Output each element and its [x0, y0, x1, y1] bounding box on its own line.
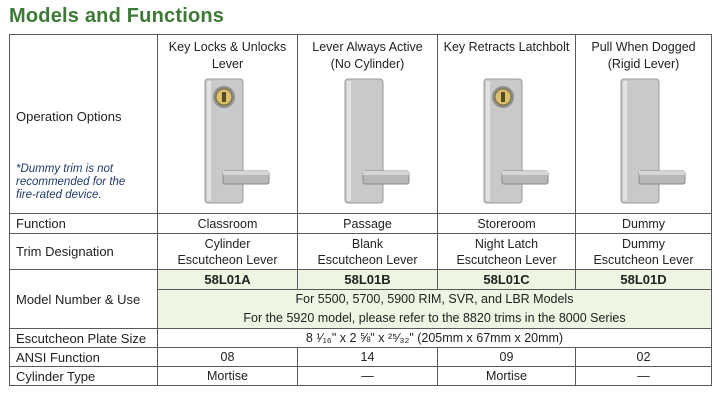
model-number-label: Model Number & Use [10, 270, 158, 329]
cylinder-lever-trim-image [462, 77, 552, 209]
plate-size-label: Escutcheon Plate Size [10, 329, 158, 348]
trim-designation-value: Dummy Escutcheon Lever [576, 234, 712, 270]
cylinder-type-value: — [298, 367, 438, 386]
ansi-function-row [10, 348, 712, 367]
option-heading: Pull When Dogged (Rigid Lever) [591, 40, 696, 71]
cylinder-type-value: Mortise [438, 367, 576, 386]
cylinder-type-value: Mortise [158, 367, 298, 386]
trim-designation-value: Night Latch Escutcheon Lever [438, 234, 576, 270]
ansi-function-value: 08 [158, 348, 298, 367]
blank-lever-trim-image [323, 77, 413, 209]
model-use-text: For 5500, 5700, 5900 RIM, SVR, and LBR Models For the 5920 model, please refer to the 8820 trims in the 8000 Series [158, 290, 712, 329]
dummy-trim-note: *Dummy trim is not recommended for the fire-rated device. [16, 163, 126, 201]
plate-size-row [10, 329, 712, 348]
option-column-2 [298, 35, 438, 214]
option-column-1 [158, 35, 298, 214]
model-number-value: 58L01D [576, 270, 712, 290]
trim-designation-value: Cylinder Escutcheon Lever [158, 234, 298, 270]
cylinder-type-row [10, 367, 712, 386]
blank-lever-trim-image [599, 77, 689, 209]
operation-options-cell [10, 35, 158, 214]
ansi-function-value: 14 [298, 348, 438, 367]
function-value: Dummy [576, 214, 712, 234]
model-number-value: 58L01C [438, 270, 576, 290]
option-column-3 [438, 35, 576, 214]
option-heading: Key Retracts Latchbolt [443, 40, 570, 54]
function-value: Classroom [158, 214, 298, 234]
function-label: Function [10, 214, 158, 234]
option-column-4 [576, 35, 712, 214]
model-number-value: 58L01B [298, 270, 438, 290]
trim-designation-row [10, 234, 712, 270]
ansi-function-value: 02 [576, 348, 712, 367]
operation-options-label: Operation Options [16, 109, 122, 124]
option-heading: Key Locks & Unlocks Lever [168, 40, 287, 71]
cylinder-lever-trim-image [183, 77, 273, 209]
cylinder-type-value: — [576, 367, 712, 386]
plate-size-value: 8 ¹⁄₁₆" x 2 ⅝" x ²⁵⁄₃₂" (205mm x 67mm x 20mm) [158, 329, 712, 348]
trim-designation-value: Blank Escutcheon Lever [298, 234, 438, 270]
ansi-function-label: ANSI Function [10, 348, 158, 367]
page-title: Models and Functions [9, 5, 225, 27]
ansi-function-value: 09 [438, 348, 576, 367]
function-value: Storeroom [438, 214, 576, 234]
model-number-row [10, 270, 712, 290]
model-number-value: 58L01A [158, 270, 298, 290]
function-value: Passage [298, 214, 438, 234]
models-table [9, 34, 712, 386]
cylinder-type-label: Cylinder Type [10, 367, 158, 386]
function-row [10, 214, 712, 234]
trim-designation-label: Trim Designation [10, 234, 158, 270]
option-heading: Lever Always Active (No Cylinder) [312, 40, 423, 71]
operation-options-row [10, 35, 712, 214]
